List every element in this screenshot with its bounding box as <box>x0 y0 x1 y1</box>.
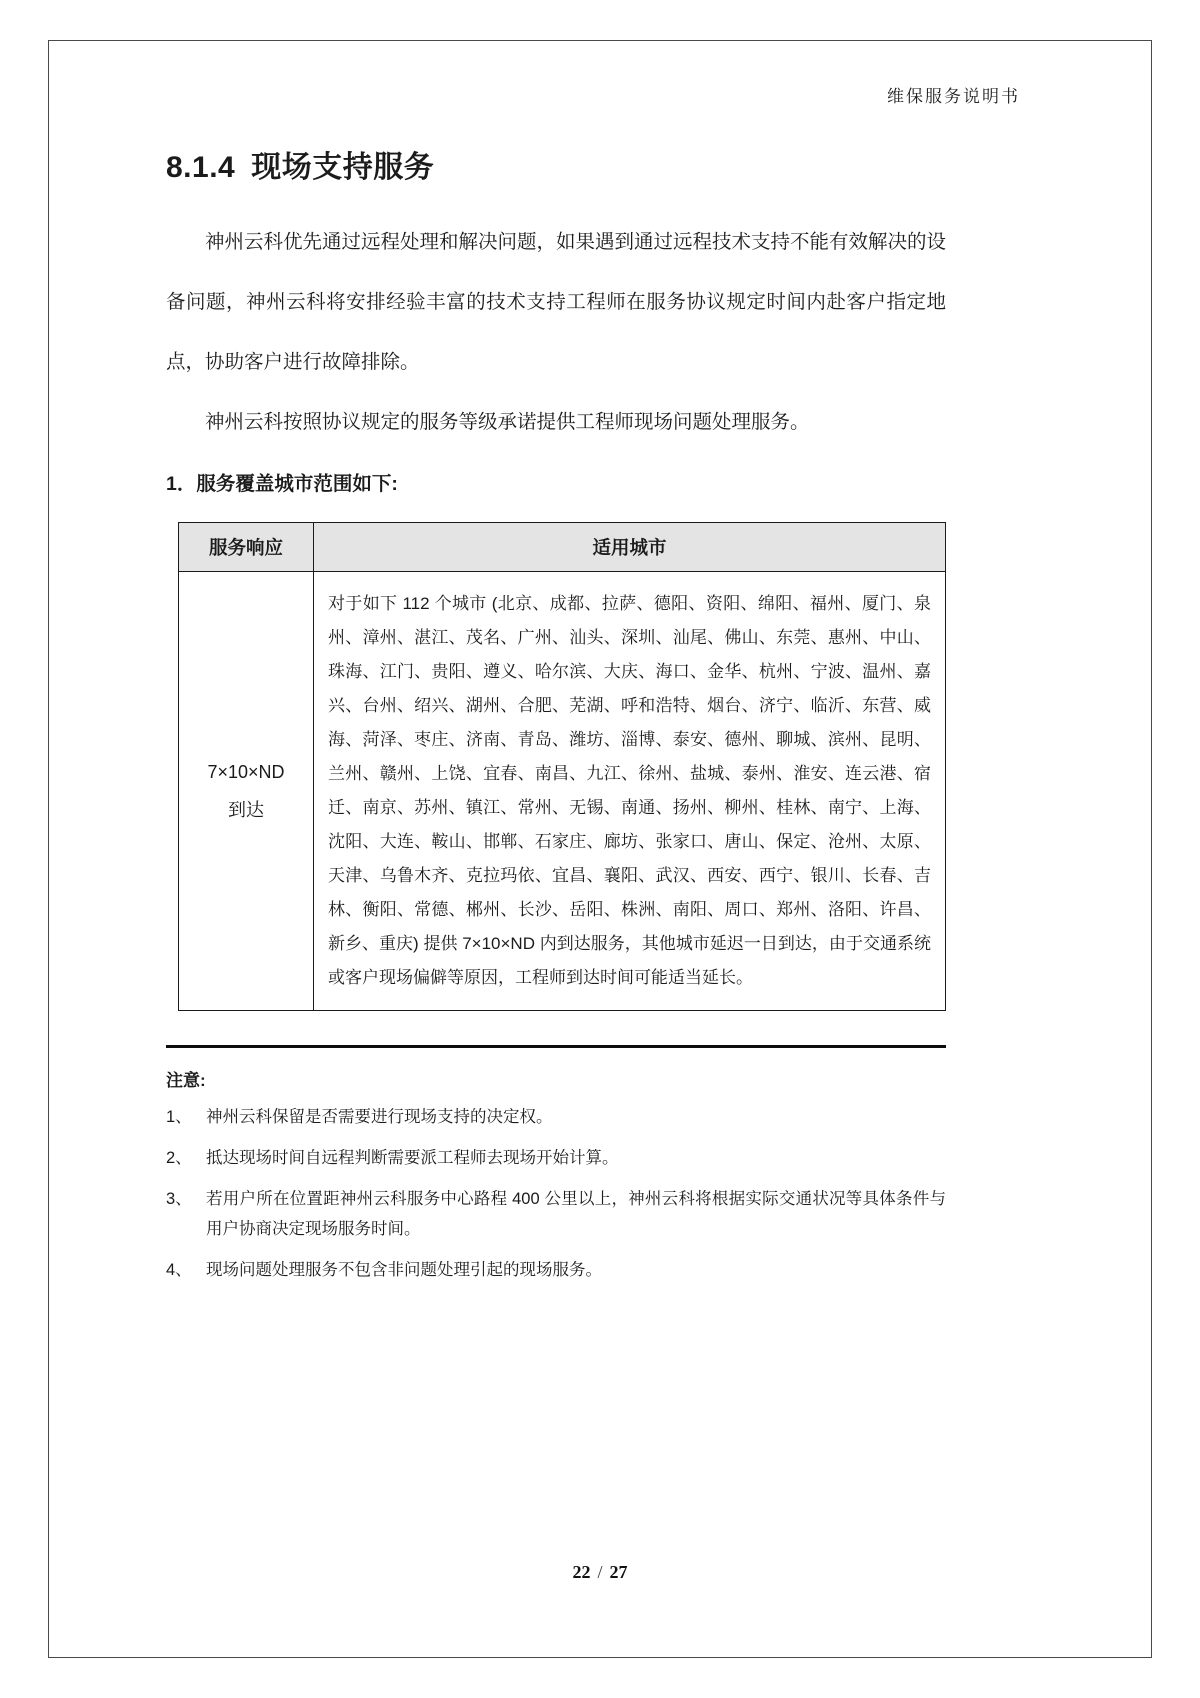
list-heading: 1．服务覆盖城市范围如下: <box>166 473 398 495</box>
note-text-4: 现场问题处理服务不包含非问题处理引起的现场服务。 <box>206 1261 602 1279</box>
section-heading <box>166 142 946 186</box>
service-response-cell <box>179 572 314 1011</box>
service-coverage-table <box>178 522 946 1011</box>
applicable-cities-cell: 对于如下 112 个城市 (北京、成都、拉萨、德阳、资阳、绵阳、福州、厦门、泉州、漳州、湛江、茂名、广州、汕头、深圳、汕尾、佛山、东莞、惠州、中山、珠海、江门、贵阳、遵义、哈尔滨、大庆、海口、金华、杭州、宁波、温州、嘉兴、台州、绍兴、湖州、合肥、芜湖、呼和浩特、烟台、济宁、临沂、东营、威海、菏泽、枣庄、济南、青岛、潍坊、淄博、泰安、德州、聊城、滨州、昆明、兰州、赣州、上饶、宜春、南昌、九江、徐州、盐城、泰州、淮安、连云港、宿迁、南京、苏州、镇江、常州、无锡、南通、扬州、柳州、桂林、南宁、上海、沈阳、大连、鞍山、邯郸、石家庄、廊坊、张家口、唐山、保定、沧州、太原、天津、乌鲁木齐、克拉玛依、宜昌、襄阳、武汉、西安、西宁、银川、长春、吉林、衡阳、常德、郴州、长沙、岳阳、株洲、南阳、周口、郑州、洛阳、许昌、新乡、重庆) 提供 7×10×ND 内到达服务，其他城市延迟一日到达，由于交通系统或客户现场偏僻等原因，工程师到达时间可能适当延长。 <box>314 572 946 1011</box>
note-marker-3: 3、 <box>166 1190 192 1208</box>
note-item-1 <box>166 1102 946 1132</box>
document-header-title: 维保服务说明书 <box>887 87 1020 106</box>
note-text-2: 抵达现场时间自远程判断需要派工程师去现场开始计算。 <box>206 1149 619 1167</box>
notes-divider <box>166 1045 946 1048</box>
section-title: 现场支持服务 <box>251 151 435 184</box>
table-row <box>179 572 946 1011</box>
note-item-2 <box>166 1143 946 1173</box>
section-number: 8.1.4 <box>166 151 236 184</box>
page-content <box>166 142 946 1285</box>
page-number-total: 27 <box>609 1562 628 1582</box>
table-header-service-response: 服务响应 <box>179 523 314 572</box>
page-footer <box>0 1562 1200 1583</box>
page-number-separator: / <box>597 1562 603 1582</box>
notes-label: 注意: <box>166 1071 206 1090</box>
table-header-applicable-cities: 适用城市 <box>314 523 946 572</box>
service-response-line1: 7×10×ND <box>207 762 285 782</box>
paragraph-1: 神州云科优先通过远程处理和解决问题，如果遇到通过远程技术支持不能有效解决的设备问题，神州云科将安排经验丰富的技术支持工程师在服务协议规定时间内赴客户指定地点，协助客户进行故障排除。 <box>166 231 947 373</box>
service-response-line2: 到达 <box>228 800 264 820</box>
paragraph-2: 神州云科按照协议规定的服务等级承诺提供工程师现场问题处理服务。 <box>205 411 810 433</box>
note-marker-1: 1、 <box>166 1108 192 1126</box>
note-text-3: 若用户所在位置距神州云科服务中心路程 400 公里以上，神州云科将根据实际交通状况等具体条件与用户协商决定现场服务时间。 <box>206 1190 946 1238</box>
note-marker-4: 4、 <box>166 1261 192 1279</box>
note-text-1: 神州云科保留是否需要进行现场支持的决定权。 <box>206 1108 553 1126</box>
table-header-row <box>179 523 946 572</box>
note-item-4 <box>166 1255 946 1285</box>
document-header <box>887 82 1020 107</box>
note-item-3 <box>166 1184 946 1244</box>
page-number-current: 22 <box>572 1562 591 1582</box>
note-marker-2: 2、 <box>166 1149 192 1167</box>
